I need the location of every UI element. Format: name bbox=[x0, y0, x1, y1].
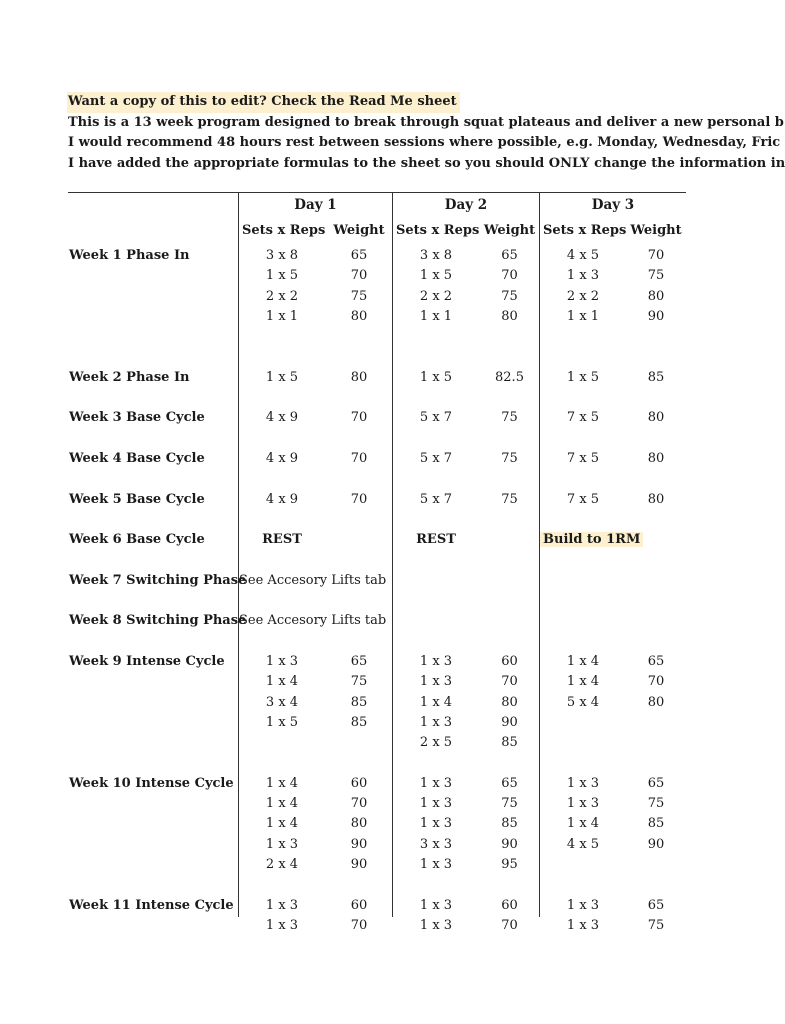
sets-reps-cell: 1 x 4 bbox=[265, 775, 299, 791]
weight-cell: 75 bbox=[501, 796, 518, 812]
sets-reps-cell: 1 x 3 bbox=[265, 897, 299, 913]
intro-line-program: This is a 13 week program designed to break through squat plateaus and deliver a new personal b bbox=[68, 114, 784, 130]
day-1-header: Day 1 bbox=[294, 197, 337, 213]
sets-reps-cell: 1 x 4 bbox=[265, 816, 299, 832]
day-2-sets-reps-header: Sets x Reps bbox=[396, 223, 480, 238]
weight-cell: 65 bbox=[501, 248, 518, 263]
sets-reps-cell: 1 x 3 bbox=[419, 714, 453, 730]
sets-reps-cell: 1 x 4 bbox=[566, 674, 600, 690]
weight-cell: 65 bbox=[501, 775, 518, 791]
intro-line-formulas: I have added the appropriate formulas to the sheet so you should ONLY change the information in bbox=[68, 155, 785, 171]
day-2-weight-header: Weight bbox=[483, 223, 536, 238]
week-label: Week 4 Base Cycle bbox=[69, 451, 205, 466]
weight-cell: 65 bbox=[647, 654, 665, 669]
weight-cell: 75 bbox=[350, 674, 368, 690]
week-label: Week 5 Base Cycle bbox=[69, 491, 205, 507]
weight-cell: 75 bbox=[647, 917, 665, 933]
weight-cell: 60 bbox=[501, 654, 518, 669]
weight-cell: 90 bbox=[501, 714, 518, 730]
sets-reps-cell: 3 x 8 bbox=[265, 248, 299, 263]
weight-cell: 70 bbox=[501, 674, 518, 690]
weight-cell: 75 bbox=[501, 288, 518, 304]
day-2-header: Day 2 bbox=[444, 197, 488, 213]
weight-cell: 85 bbox=[350, 694, 368, 710]
weight-cell: 80 bbox=[647, 694, 665, 710]
accessory-lifts-note: See Accesory Lifts tab bbox=[239, 613, 387, 629]
weight-cell: 65 bbox=[647, 775, 665, 791]
sets-reps-cell: 1 x 1 bbox=[566, 308, 600, 324]
weight-cell: 75 bbox=[501, 410, 518, 426]
sets-reps-cell: 1 x 3 bbox=[419, 674, 453, 690]
weight-cell: 80 bbox=[647, 451, 665, 466]
rest-note: REST bbox=[416, 532, 456, 548]
weight-cell: 70 bbox=[350, 451, 368, 466]
sets-reps-cell: 5 x 7 bbox=[419, 410, 453, 426]
sets-reps-cell: 2 x 2 bbox=[566, 288, 600, 304]
weight-cell: 70 bbox=[501, 917, 518, 933]
weight-cell: 85 bbox=[501, 735, 518, 751]
weight-cell: 75 bbox=[501, 451, 518, 466]
weight-cell: 80 bbox=[647, 410, 665, 426]
sets-reps-cell: 2 x 4 bbox=[265, 857, 299, 872]
sets-reps-cell: 3 x 4 bbox=[265, 694, 299, 710]
sets-reps-cell: 4 x 9 bbox=[265, 410, 299, 426]
accessory-lifts-note: See Accesory Lifts tab bbox=[239, 572, 387, 588]
sets-reps-cell: 1 x 3 bbox=[265, 836, 299, 852]
weight-cell: 80 bbox=[350, 308, 368, 324]
day-3-weight-header: Weight bbox=[630, 223, 682, 238]
sets-reps-cell: 1 x 4 bbox=[265, 796, 299, 812]
weight-cell: 70 bbox=[647, 248, 665, 263]
weight-cell: 65 bbox=[350, 654, 368, 669]
weight-cell: 82.5 bbox=[495, 369, 524, 385]
table-top-rule bbox=[68, 192, 686, 193]
sets-reps-cell: 2 x 2 bbox=[419, 288, 453, 304]
sets-reps-cell: 1 x 4 bbox=[419, 694, 453, 710]
readme-note: Want a copy of this to edit? Check the Read Me sheet bbox=[67, 92, 460, 113]
day3-divider bbox=[539, 192, 540, 917]
sets-reps-cell: 1 x 4 bbox=[566, 816, 600, 832]
sets-reps-cell: 1 x 1 bbox=[265, 308, 299, 324]
week-label: Week 1 Phase In bbox=[69, 248, 190, 263]
day-1-sets-reps-header: Sets x Reps bbox=[242, 223, 326, 238]
weight-cell: 95 bbox=[501, 857, 518, 872]
weight-cell: 85 bbox=[647, 816, 665, 832]
rest-note: REST bbox=[262, 532, 302, 548]
sets-reps-cell: 1 x 3 bbox=[419, 857, 453, 872]
sets-reps-cell: 1 x 3 bbox=[566, 796, 600, 812]
weight-cell: 75 bbox=[350, 288, 368, 304]
weight-cell: 65 bbox=[647, 897, 665, 913]
week-label: Week 7 Switching Phase bbox=[69, 572, 247, 588]
sets-reps-cell: 1 x 5 bbox=[265, 714, 299, 730]
weight-cell: 80 bbox=[350, 816, 368, 832]
sets-reps-cell: 1 x 3 bbox=[419, 917, 453, 933]
weight-cell: 90 bbox=[501, 836, 518, 852]
sets-reps-cell: 1 x 3 bbox=[566, 897, 600, 913]
day-1-weight-header: Weight bbox=[333, 223, 385, 238]
sets-reps-cell: 1 x 3 bbox=[419, 796, 453, 812]
weight-cell: 90 bbox=[350, 857, 368, 872]
sets-reps-cell: 1 x 5 bbox=[419, 369, 453, 385]
day-3-sets-reps-header: Sets x Reps bbox=[543, 223, 627, 238]
build-to-1rm-note bbox=[540, 530, 680, 550]
weight-cell: 75 bbox=[647, 796, 665, 812]
sets-reps-cell: 1 x 3 bbox=[566, 268, 600, 284]
weight-cell: 90 bbox=[647, 308, 665, 324]
sets-reps-cell: 1 x 3 bbox=[566, 775, 600, 791]
weight-cell: 75 bbox=[501, 491, 518, 507]
sets-reps-cell: 3 x 3 bbox=[419, 836, 453, 852]
weight-cell: 80 bbox=[350, 369, 368, 385]
weight-cell: 80 bbox=[501, 308, 518, 324]
week-label: Week 9 Intense Cycle bbox=[69, 654, 225, 669]
weight-cell: 90 bbox=[647, 836, 665, 852]
week-label: Week 2 Phase In bbox=[69, 369, 190, 385]
sets-reps-cell: 4 x 5 bbox=[566, 836, 600, 852]
sets-reps-cell: 2 x 2 bbox=[265, 288, 299, 304]
weight-cell: 85 bbox=[350, 714, 368, 730]
sets-reps-cell: 1 x 3 bbox=[419, 654, 453, 669]
intro-text bbox=[68, 92, 785, 174]
intro-line-rest: I would recommend 48 hours rest between sessions where possible, e.g. Monday, Wednesday, Fric bbox=[68, 135, 781, 150]
sets-reps-cell: 5 x 4 bbox=[566, 694, 600, 710]
sets-reps-cell: 1 x 5 bbox=[265, 369, 299, 385]
build-to-1rm-label: Build to 1RM bbox=[540, 532, 643, 547]
weight-cell: 70 bbox=[350, 268, 368, 284]
day1-divider bbox=[238, 192, 239, 917]
weight-cell: 70 bbox=[647, 674, 665, 690]
week-label: Week 8 Switching Phase bbox=[69, 613, 247, 629]
weight-cell: 80 bbox=[647, 288, 665, 304]
weight-cell: 70 bbox=[350, 917, 368, 933]
day-3-header: Day 3 bbox=[591, 197, 635, 213]
week-label: Week 10 Intense Cycle bbox=[69, 775, 234, 791]
sets-reps-cell: 4 x 9 bbox=[265, 451, 299, 466]
sets-reps-cell: 5 x 7 bbox=[419, 451, 453, 466]
weight-cell: 90 bbox=[350, 836, 368, 852]
sets-reps-cell: 7 x 5 bbox=[566, 410, 600, 426]
sets-reps-cell: 7 x 5 bbox=[566, 491, 600, 507]
weight-cell: 70 bbox=[350, 796, 368, 812]
sets-reps-cell: 5 x 7 bbox=[419, 491, 453, 507]
sets-reps-cell: 1 x 4 bbox=[265, 674, 299, 690]
week-label: Week 3 Base Cycle bbox=[69, 410, 205, 426]
weight-cell: 70 bbox=[350, 491, 368, 507]
sets-reps-cell: 1 x 3 bbox=[265, 917, 299, 933]
weight-cell: 75 bbox=[647, 268, 665, 284]
sets-reps-cell: 1 x 5 bbox=[419, 268, 453, 284]
sets-reps-cell: 4 x 9 bbox=[265, 491, 299, 507]
sets-reps-cell: 3 x 8 bbox=[419, 248, 453, 263]
weight-cell: 60 bbox=[501, 897, 518, 913]
week-label: Week 6 Base Cycle bbox=[69, 532, 205, 548]
sets-reps-cell: 7 x 5 bbox=[566, 451, 600, 466]
sets-reps-cell: 1 x 3 bbox=[419, 897, 453, 913]
sets-reps-cell: 1 x 1 bbox=[419, 308, 453, 324]
weight-cell: 70 bbox=[501, 268, 518, 284]
sets-reps-cell: 2 x 5 bbox=[419, 735, 453, 751]
weight-cell: 80 bbox=[501, 694, 518, 710]
sets-reps-cell: 4 x 5 bbox=[566, 248, 600, 263]
weight-cell: 80 bbox=[647, 491, 665, 507]
sets-reps-cell: 1 x 3 bbox=[265, 654, 299, 669]
sets-reps-cell: 1 x 3 bbox=[419, 816, 453, 832]
day2-divider bbox=[392, 192, 393, 917]
sets-reps-cell: 1 x 3 bbox=[419, 775, 453, 791]
weight-cell: 60 bbox=[350, 775, 368, 791]
weight-cell: 65 bbox=[350, 248, 368, 263]
week-label: Week 11 Intense Cycle bbox=[69, 897, 234, 913]
weight-cell: 85 bbox=[501, 816, 518, 832]
intro-line-readme bbox=[68, 92, 686, 113]
weight-cell: 85 bbox=[647, 369, 665, 385]
weight-cell: 60 bbox=[350, 897, 368, 913]
sets-reps-cell: 1 x 4 bbox=[566, 654, 600, 669]
weight-cell: 70 bbox=[350, 410, 368, 426]
sets-reps-cell: 1 x 5 bbox=[265, 268, 299, 284]
sets-reps-cell: 1 x 5 bbox=[566, 369, 600, 385]
sets-reps-cell: 1 x 3 bbox=[566, 917, 600, 933]
